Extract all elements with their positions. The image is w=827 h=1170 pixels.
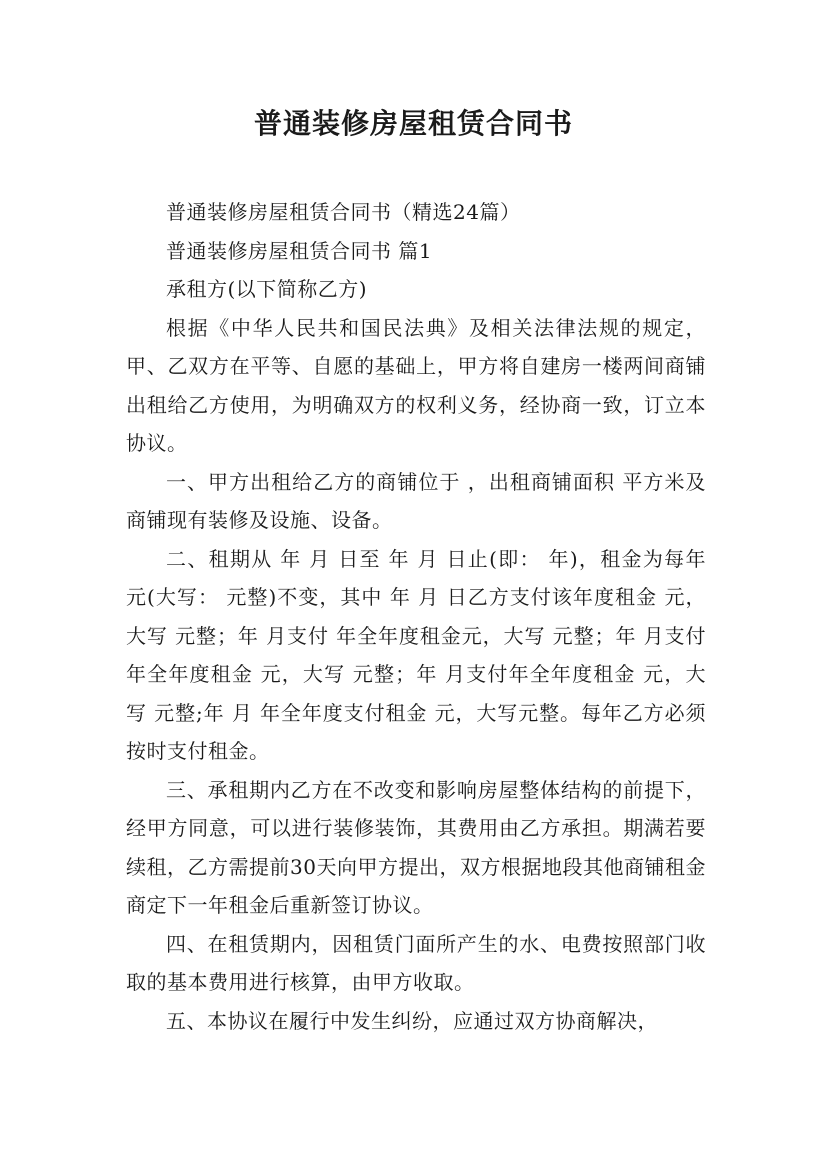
paragraph-clause-4: 四、在租赁期内，因租赁门面所产生的水、电费按照部门收取的基本费用进行核算，由甲方收取。 (126, 931, 706, 994)
paragraph-section-heading: 普通装修房屋租赁合同书 篇1 (166, 238, 433, 263)
paragraph-subtitle: 普通装修房屋租赁合同书（精选24篇） (166, 200, 521, 224)
paragraph-clause-3: 三、承租期内乙方在不改变和影响房屋整体结构的前提下，经甲方同意，可以进行装修装饰，其费用由乙方承担。期满若要续租，乙方需提前30天向甲方提出，双方根据地段其他商铺租金商定下一年租金后重新签订协议。 (126, 777, 706, 917)
paragraph-lessee: 承租方(以下简称乙方) (166, 277, 368, 301)
document-title: 普通装修房屋租赁合同书 (253, 107, 573, 140)
document-body (126, 193, 706, 1040)
paragraph-clause-5: 五、本协议在履行中发生纠纷，应通过双方协商解决， (166, 1008, 658, 1033)
paragraph-clause-1: 一、甲方出租给乙方的商铺位于 ，出租商铺面积 平方米及商铺现有装修及设施、设备。 (126, 469, 706, 532)
paragraph-clause-2: 二、租期从 年 月 日至 年 月 日止(即： 年)，租金为每年 元(大写： 元整)不变，其中 年 月 日乙方支付该年度租金 元，大写 元整；年 月支付 年全年度租金元，大写 元整；年 月支付 年全年度租金 元，大写 元整；年 月支付年全年度租金 元，大写 元整;年 月 年全年度支付租金 元，大写元整。每年乙方必须按时支付租金。 (126, 546, 706, 763)
paragraph-preamble: 根据《中华人民共和国民法典》及相关法律法规的规定，甲、乙双方在平等、自愿的基础上，甲方将自建房一楼两间商铺出租给乙方使用，为明确双方的权利义务，经协商一致，订立本协议。 (126, 315, 706, 455)
